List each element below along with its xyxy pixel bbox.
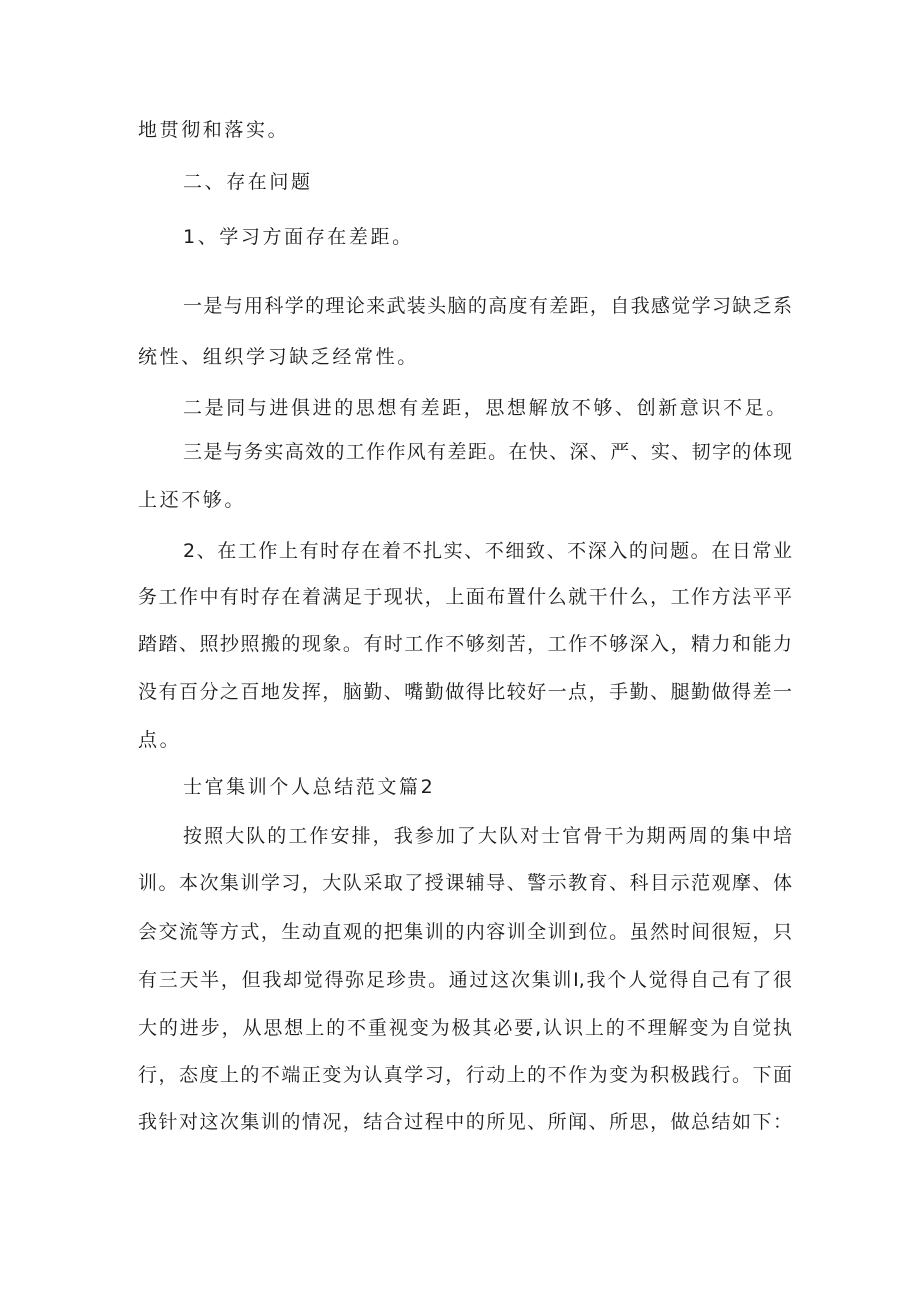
article-title: 士官集训个人总结范文篇2 — [183, 776, 436, 798]
text-line: 地贯彻和落实。 — [138, 119, 290, 141]
text-line: 会交流等方式，生动直观的把集训的内容训全训到位。虽然时间很短，只 — [138, 921, 792, 943]
text-line: 没有百分之百地发挥，脑勤、嘴勤做得比较好一点，手勤、腿勤做得差一 — [138, 681, 792, 703]
text-line: 务工作中有时存在着满足于现状，上面布置什么就干什么，工作方法平平 — [138, 586, 792, 608]
text-line: 一是与用科学的理论来武装头脑的高度有差距，自我感觉学习缺乏系 — [183, 295, 792, 317]
text-line: 点。 — [138, 729, 182, 751]
text-line: 有三天半，但我却觉得弥足珍贵。通过这次集训I,我个人觉得自己有了很 — [138, 969, 792, 991]
text-line: 二是同与进俱进的思想有差距，思想解放不够、创新意识不足。 — [183, 397, 788, 419]
text-line: 行，态度上的不端正变为认真学习，行动上的不作为变为积极践行。下面 — [138, 1064, 792, 1086]
text-line: 大的进步，从思想上的不重视变为极其必要,认识上的不理解变为自觉执 — [138, 1017, 792, 1039]
text-line: 踏踏、照抄照搬的现象。有时工作不够刻苦，工作不够深入，精力和能力 — [138, 633, 792, 655]
text-line: 统性、组织学习缺乏经常性。 — [138, 346, 419, 368]
section-heading: 二、存在问题 — [183, 171, 313, 193]
subsection-heading: 1、学习方面存在差距。 — [183, 226, 414, 248]
text-line: 按照大队的工作安排，我参加了大队对士官骨干为期两周的集中培 — [183, 825, 792, 847]
text-line: 训。本次集训学习，大队采取了授课辅导、警示教育、科目示范观摩、体 — [138, 872, 792, 894]
text-line: 我针对这次集训的情况，结合过程中的所见、所闻、所思，做总结如下： — [138, 1111, 792, 1133]
text-line: 上还不够。 — [138, 489, 247, 511]
text-line: 2、在工作上有时存在着不扎实、不细致、不深入的问题。在日常业 — [183, 540, 792, 562]
text-line: 三是与务实高效的工作作风有差距。在快、深、严、实、韧字的体现 — [183, 441, 792, 463]
